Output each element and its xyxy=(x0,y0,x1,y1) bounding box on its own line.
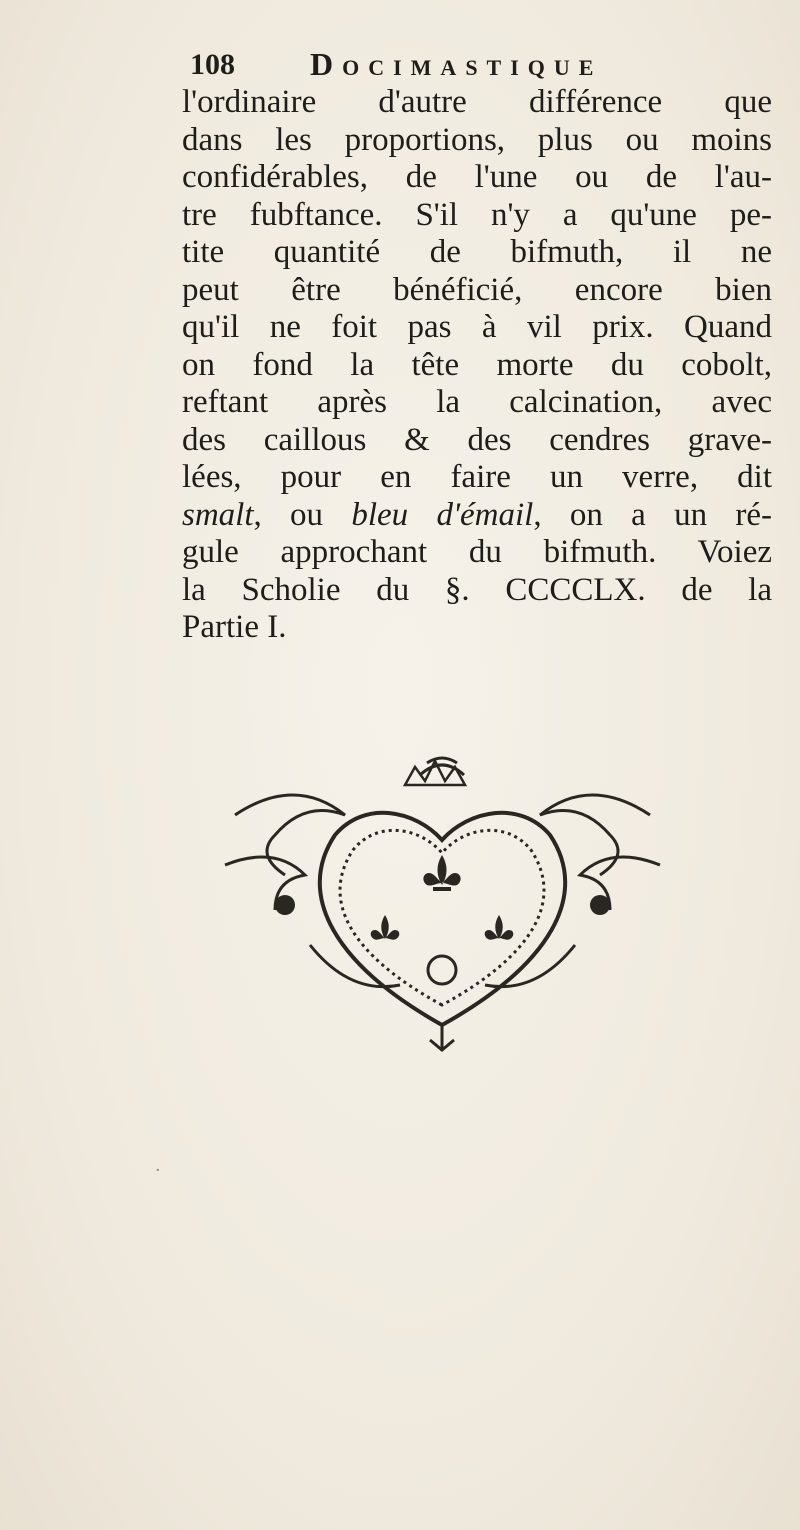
text-fragment: , on a un ré- xyxy=(533,496,772,533)
text-line: on fond la tête morte du cobolt, xyxy=(182,346,772,383)
text-line: l'ordinaire d'autre différence que xyxy=(182,84,772,120)
text-line: lées, pour en faire un verre, dit xyxy=(182,459,772,495)
text-fragment: , ou xyxy=(253,496,352,533)
page-number: 108 xyxy=(190,48,235,81)
italic-term-smalt: smalt xyxy=(182,496,254,533)
stray-mark: · xyxy=(155,1160,161,1181)
text-line: la Scholie du §. CCCCLX. de la xyxy=(182,571,772,608)
italic-term-bleu-email: bleu d'émail xyxy=(351,496,534,533)
text-line: tre fubftance. S'il n'y a qu'une pe- xyxy=(182,196,772,233)
text-line: qu'il ne foit pas à vil prix. Quand xyxy=(182,309,772,345)
text-line-italic xyxy=(182,497,772,535)
text-line: confidérables, de l'une ou de l'au- xyxy=(182,159,772,195)
text-line: tite quantité de bifmuth, il ne xyxy=(182,234,772,270)
text-line-last: Partie I. xyxy=(182,609,287,645)
text-line: dans les proportions, plus ou moins xyxy=(182,121,772,158)
text-line: reftant après la calcination, avec xyxy=(182,384,772,420)
text-line: peut être bénéficié, encore bien xyxy=(182,271,772,308)
text-line: des caillous & des cendres grave- xyxy=(182,421,772,458)
body-text xyxy=(182,84,772,647)
fleur-de-lis-icon xyxy=(423,855,460,891)
running-head: Docimastique xyxy=(310,46,603,82)
text-line: gule approchant du bifmuth. Voiez xyxy=(182,534,772,570)
tailpiece-ornament xyxy=(215,755,670,1055)
